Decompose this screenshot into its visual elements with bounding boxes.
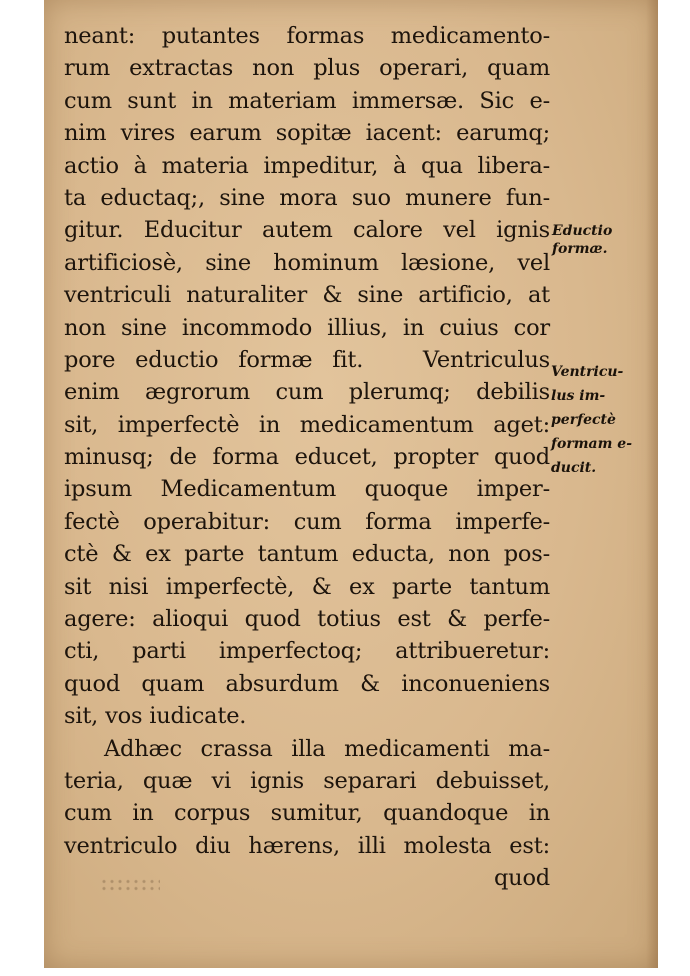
margin-note-2-line-1: Ventricu-	[551, 364, 624, 380]
text-line-9: ventriculi naturaliter & sine artificio, at	[64, 282, 550, 309]
text-line-8: artificiosè, sine hominum læsione, vel	[64, 249, 550, 276]
text-line-20: cti, parti imperfectoq; attribueretur:	[64, 638, 550, 665]
text-line-19: agere: alioqui quod totius est & perfe-	[64, 606, 550, 633]
text-line-22: sit, vos iudicate.	[64, 703, 247, 730]
text-line-10: non sine incommodo illius, in cuius cor	[64, 314, 550, 341]
text-line-26: ventriculo diu hærens, illi molesta est:	[64, 832, 550, 859]
text-line-17: ctè & ex parte tantum educta, non pos-	[64, 541, 550, 568]
margin-note-2-line-5: ducit.	[551, 460, 597, 476]
margin-note-2-line-3: perfectè	[551, 412, 616, 428]
margin-note-2-line-4: formam e-	[551, 436, 633, 452]
text-line-7: gitur. Educitur autem calore vel ignis	[64, 217, 550, 244]
margin-note-2-line-2: lus im-	[551, 388, 606, 404]
margin-note-2	[551, 360, 632, 480]
text-line-18: sit nisi imperfectè, & ex parte tantum	[64, 573, 550, 600]
margin-note-1-line-2: formæ.	[552, 241, 608, 257]
ink-specks	[100, 878, 160, 892]
text-line-14: minusq; de forma educet, propter quod	[64, 444, 550, 471]
body-text	[64, 20, 550, 895]
text-line-3: cum sunt in materiam immersæ. Sic e-	[64, 87, 550, 114]
text-line-24: teria, quæ vi ignis separari debuisset,	[64, 767, 550, 794]
text-line-6: ta eductaq;, sine mora suo munere fun-	[64, 184, 550, 211]
text-line-1: neant: putantes formas medicamento-	[64, 23, 550, 49]
text-line-12: enim ægrorum cum plerumq; debilis	[64, 379, 550, 406]
margin-note-1	[552, 222, 612, 258]
margin-note-1-line-1: Eductio	[552, 223, 613, 239]
text-line-13: sit, imperfectè in medicamentum aget:	[64, 411, 550, 438]
text-line-23: Adhæc crassa illa medicamenti ma-	[104, 735, 550, 762]
text-line-4: nim vires earum sopitæ iacent: earumq;	[64, 120, 550, 147]
text-line-25: cum in corpus sumitur, quandoque in	[64, 800, 550, 827]
text-line-5: actio à materia impeditur, à qua libera-	[64, 152, 550, 179]
catchword: quod	[493, 865, 550, 892]
text-line-11: pore eductio formæ fit. Ventriculus	[64, 346, 550, 373]
page-edge	[646, 0, 658, 968]
text-line-21: quod quam absurdum & inconueniens	[64, 670, 550, 697]
text-line-16: fectè operabitur: cum forma imperfe-	[64, 508, 550, 535]
text-line-15: ipsum Medicamentum quoque imper-	[64, 476, 550, 503]
text-line-2: rum extractas non plus operari, quam	[64, 55, 550, 82]
